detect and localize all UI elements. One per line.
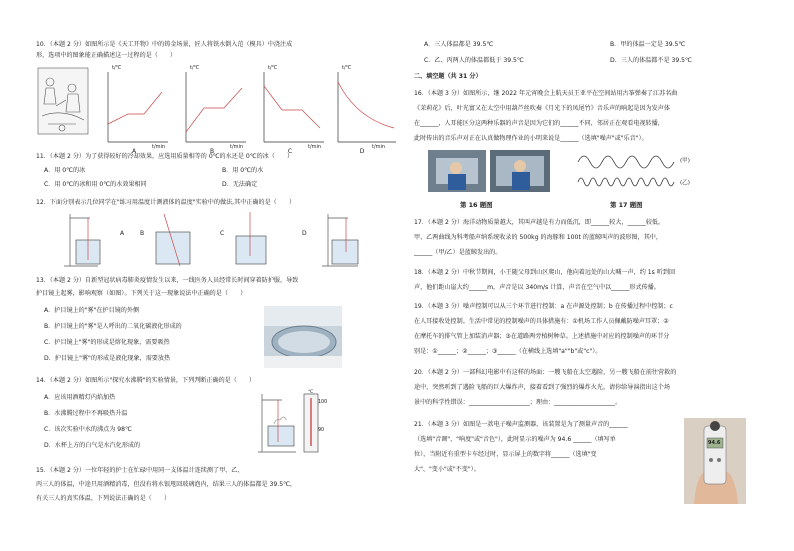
q15-line2: 丙三人的体温，中途只用酒精消毒，但没有将水银甩回玻璃泡内，结果三人的体温都是 39.5℃， xyxy=(36,481,297,488)
q11-option-c: C．用 0℃的冰和用 0℃的水效果相同 xyxy=(44,181,147,188)
q21-line4: 大"、"变小"或"不变"）。 xyxy=(414,466,480,473)
q14-option-c: C．该次实验中水的沸点为 98℃ xyxy=(44,426,132,433)
q11-option-b: B．用 0℃的水 xyxy=(222,167,264,174)
q17-line1: 17．（本题 2 分）海洋动物质量越大，其叫声越是有力而低沉，即______较大，______较低。 xyxy=(414,219,665,226)
q17-figure-caption: 第 17 题图 xyxy=(610,201,643,209)
option-d-label: D xyxy=(359,148,365,155)
q20-line2: 途中，突然听到了遇险飞船的巨大爆炸声，接着看到了强烈的爆炸火光。请你给导演指出这个场 xyxy=(414,384,670,391)
q11-option-d: D．无法确定 xyxy=(222,181,258,188)
q10-figure xyxy=(36,64,398,156)
q21-line3: 位），当附近有重型卡车经过时，显示屏上的数字将______（选填"变 xyxy=(414,451,597,458)
goggles-photo xyxy=(264,306,342,368)
q12-option-b: B xyxy=(140,230,145,237)
q12-option-c: C xyxy=(220,230,225,237)
q14-option-b: B．水沸腾过程中不再吸热升温 xyxy=(44,410,128,417)
noise-meter-photo xyxy=(684,418,746,504)
q19-line4: 别是：①______；②______；③______（在横线上选填"a""b"或"c"）。 xyxy=(414,348,602,355)
q17-line3: ______（甲/乙）是蓝鲸发出的。 xyxy=(414,249,502,256)
q12-option-d: D xyxy=(302,230,307,237)
graph-d xyxy=(338,72,396,142)
q16-figure-caption: 第 16 题图 xyxy=(460,201,493,209)
q12-line1: 12．下面分别表示几位同学在"练习用温度计测液体的温度"实验中的做法,其中正确的是（ ） xyxy=(36,199,296,206)
wave-label-jia: (甲) xyxy=(680,158,690,164)
q13-option-c: C．护目镜上"雾"的形成是熔化现象，需要吸热 xyxy=(44,339,170,346)
meter-reading: 94.6 xyxy=(708,440,721,446)
graph-a xyxy=(108,72,168,142)
q14-option-d: D．水杯上方的白气是水汽化形成的 xyxy=(44,442,141,449)
q17-waveforms xyxy=(574,150,694,194)
q15-option-d: D．三人的体温都不是 39.5℃ xyxy=(610,57,692,64)
q20-line3: 景中的科学性错误：____________________；理由：____________________。 xyxy=(414,399,622,406)
section-fill-in-title: 二、填空题（共 31 分） xyxy=(414,73,482,80)
q20-line1: 20．（本题 2 分）一部科幻电影中有这样的场面：一艘飞船在太空遇险，另一艘飞船在前往营救的 xyxy=(414,369,677,376)
q13-option-b: B．护目镜上的"雾"是人呼出的二氧化碳液化形成的 xyxy=(44,323,182,330)
graph-c-y-label: t/℃ xyxy=(268,65,278,71)
q10-line1: 10．（本题 2 分）如图所示是《天工开物》中的铸金场景，匠人将铁水倒入范（模具）中浇注成 xyxy=(36,41,293,48)
q21-line2: （选填"音调"、"响度"或"音色"），此时显示的噪声为 94.6 ______（填写单 xyxy=(414,436,616,443)
graph-c-x-label: t/min xyxy=(308,144,322,150)
q19-line2: 在人耳接收处控制。生活中常见的控制噪声的具体措施有：①机场工作人员佩戴防噪声耳罩；② xyxy=(414,318,669,325)
q13-option-d: D．护目镜上"雾"的形成是液化现象，需要放热 xyxy=(44,355,171,362)
q10-line2: 形，选项中的图象能正确描述这一过程的是（ ） xyxy=(36,52,177,59)
option-c-label: C xyxy=(287,148,293,155)
q14-option-a: A．应该用酒精灯内焰加热 xyxy=(44,394,116,401)
graph-b xyxy=(186,72,246,142)
q11-option-a: A．用 0℃的冰 xyxy=(44,167,86,174)
graph-d-y-label: t/℃ xyxy=(342,65,352,71)
graph-b-x-label: t/min xyxy=(230,144,244,150)
q16-line2: 《茉莉花》后，叶光富又在太空中用葫芦丝吹奏《月光下的凤尾竹》音乐声的响起是因为发声体 xyxy=(414,105,670,112)
thermo-mark-90: 90 xyxy=(318,428,325,433)
q18-line1: 18．（本题 2 分）中秋节期间，小王随父母到山区爬山，他向着远处的山大喊一声，约 1s 听到回 xyxy=(414,269,676,276)
graph-b-y-label: t/℃ xyxy=(190,65,200,71)
q10-graphs xyxy=(36,64,398,156)
q19-line3: 在摩托车的排气管上加装消声器；③在道路两旁植树种草。上述措施中对应的控制噪声的环节分 xyxy=(414,333,670,340)
q15-option-b: B．甲的体温一定是 39.5℃ xyxy=(610,41,686,48)
wave-label-yi: (乙) xyxy=(680,180,690,186)
graph-a-y-label: t/℃ xyxy=(112,65,122,71)
graph-d-x-label: t/min xyxy=(372,144,386,150)
q16-line4: 此时传出的音乐声对正在认真做物理作业的小明来说是______（选填"噪声"或"乐音"）。 xyxy=(414,135,648,142)
thermo-unit-label: ℃ xyxy=(308,390,314,395)
q15-line1: 15．（本题 2 分）一位年轻的护士在忙碌中用同一支体温计连续测了甲、乙、 xyxy=(36,467,244,474)
q15-line3: 有关三人的真实体温，下列说法正确的是（ ） xyxy=(36,495,171,502)
q17-line2: 甲、乙两曲线为科考船声纳系统收录的 500kg 的海豚和 100t 的蓝鲸叫声的波形图，其中， xyxy=(414,234,662,241)
graph-a-x-label: t/min xyxy=(152,144,166,150)
q21-line1: 21．（本题 3 分）如图是一款电子噪声监测器，该装置是为了测量声音的______ xyxy=(414,421,628,428)
q15-option-a: A．三人体温都是 39.5℃ xyxy=(424,41,494,48)
q14-line1: 14．（本题 2 分）如图所示"探究水沸腾"的实验情景，下列判断正确的是（ ） xyxy=(36,377,256,384)
casting-scene-image xyxy=(38,68,88,134)
q18-line2: 声，他们距山崖大约______m，声音是以 340m/s 计算，声音在空气中以______形式传播。 xyxy=(414,284,660,291)
q11-line1: 11．（本题 2 分）为了获得较好的冷却效果，应选用质量相等的 0℃的水还是 0℃的冰（ ） xyxy=(36,153,294,160)
q12-thermometer-images xyxy=(36,210,398,270)
option-b-label: B xyxy=(209,148,215,155)
q13-line2: 护目镜上起雾，影响观察（如图）。下列关于这一现象说法中正确的是（ ） xyxy=(36,290,247,297)
q12-option-a: A xyxy=(120,230,125,237)
q19-line1: 19．（本题 3 分）噪声控制可以从三个环节进行控制：a 在声源处控制；b 在传播过程中控制；c xyxy=(414,303,673,310)
q16-line1: 16．（本题 3 分）如图所示，继 2022 年元宵晚会上航天员王亚平在空间站用古筝弹奏了江苏名曲 xyxy=(414,90,678,97)
q16-line3: 在______，人耳能区分这两种乐器的声音是因为它们的______不同，邻居正在观看电视转播， xyxy=(414,120,664,127)
q13-line1: 13．（本题 2 分）自新型冠状病毒肺炎疫情发生以来，一线医务人员经常长时间穿着防护服，导致 xyxy=(36,277,299,284)
q13-option-a: A．护目镜上的"雾"在护目镜的外侧 xyxy=(44,307,140,314)
q15-option-c: C．乙、丙两人的体温都低于 39.5℃ xyxy=(424,57,524,64)
graph-c xyxy=(264,72,324,142)
option-a-label: A xyxy=(131,148,137,155)
thermo-mark-100: 100 xyxy=(318,400,328,405)
q12-figure xyxy=(36,210,398,270)
q16-astronaut-photos xyxy=(428,150,550,192)
